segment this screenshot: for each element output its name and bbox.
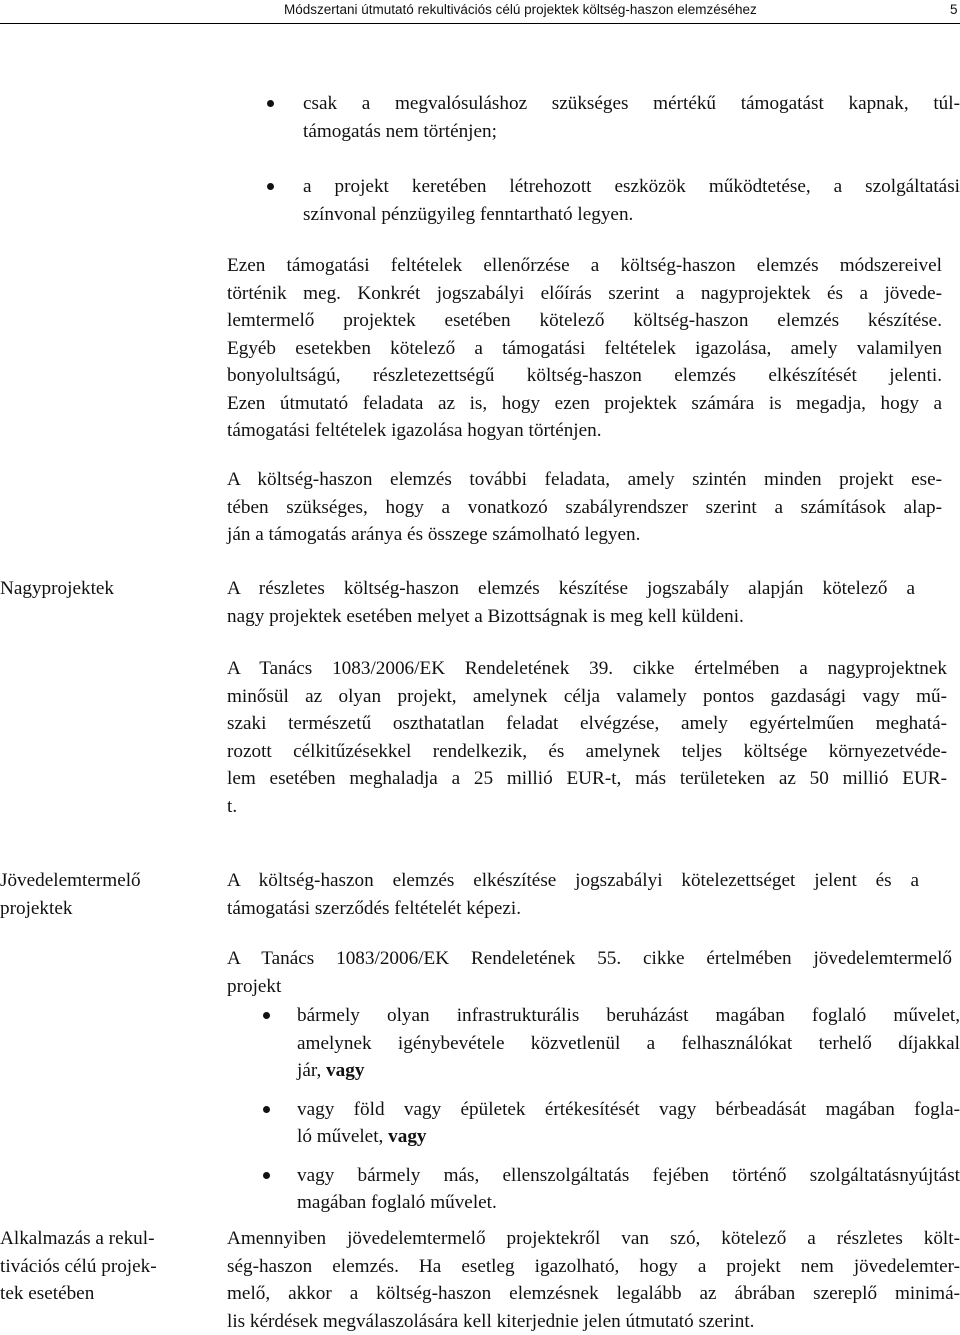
text-line: Amennyiben jövedelemtermelő projektekről van szó, kötelező a részletes költ-: [227, 1228, 960, 1249]
text-line: A költség-haszon elemzés további feladata, amely szintén minden projekt ese-: [227, 469, 942, 490]
text-line: minősül az olyan projekt, amelynek célja valamely pontos gazdasági vagy mű-: [227, 685, 947, 707]
text-line: melő, akkor a költség-haszon elemzésnek legalább az ábrában szereplő minimá-: [227, 1283, 960, 1304]
text-line: tében szükséges, hogy a vonatkozó szabályrendszer szerint a számítások alap-: [227, 496, 942, 518]
bullet-line: támogatás nem történjen;: [303, 120, 497, 142]
text-line: támogatási feltételek igazolása hogyan történjen.: [227, 420, 602, 441]
paragraph: [227, 575, 915, 630]
text-line: nagy projektek esetében melyet a Bizottságnak is meg kell küldeni.: [227, 605, 744, 627]
bullet-line: színvonal pénzügyileg fenntartható legyen.: [303, 203, 634, 225]
bullet-line: magában foglaló művelet.: [297, 1192, 497, 1213]
section-label-jovedelemtermelo: [0, 867, 210, 922]
text-line: történik meg. Konkrét jogszabályi előírás szerint a nagyprojektek és a jövede-: [227, 282, 942, 304]
section-label-nagyprojektek: [0, 575, 210, 603]
bold-text: vagy: [326, 1060, 365, 1081]
side-label-line: tivációs célú projek-: [0, 1255, 157, 1277]
side-label-line: Nagyprojektek: [0, 578, 115, 599]
side-label-line: Jövedelemtermelő: [0, 870, 141, 891]
paragraph: [227, 655, 947, 820]
text-line: A Tanács 1083/2006/EK Rendeletének 55. cikke értelmében jövedelemtermelő: [227, 948, 952, 969]
bullet-line: [297, 1123, 960, 1151]
page-header: [0, 0, 960, 24]
side-label-line: projektek: [0, 897, 73, 919]
bullet-icon: [267, 183, 274, 190]
text-line: A költség-haszon elemzés elkészítése jogszabályi kötelezettséget jelent és a: [227, 870, 919, 891]
bullet-line: bármely olyan infrastrukturális beruházást magában foglaló művelet,: [297, 1005, 960, 1026]
text-line: ján a támogatás aránya és összege számolható legyen.: [227, 524, 641, 545]
text-line: szaki természetű oszthatatlan feladat elvégzése, amely egyértelműen meghatá-: [227, 713, 947, 734]
bullet-text: ló művelet,: [297, 1126, 389, 1147]
section-label-alkalmazas: [0, 1225, 210, 1308]
list-item: [227, 1096, 960, 1151]
text-line: lem esetében meghaladja a 25 millió EUR-t, más területeken az 50 millió EUR-: [227, 768, 947, 789]
bullet-line: csak a megvalósuláshoz szükséges mértékű támogatást kapnak, túl-: [303, 93, 960, 114]
paragraph: [227, 945, 952, 1000]
text-line: lis kérdések megválaszolására kell kiterjednie jelen útmutató szerint.: [227, 1310, 755, 1332]
text-line: rozott célkitűzésekkel rendelkezik, és amelynek teljes költsége környezetvéde-: [227, 740, 947, 762]
text-line: támogatási szerződés feltételét képezi.: [227, 897, 522, 919]
jov-bullet-list: [227, 1002, 960, 1217]
bullet-icon: [263, 1106, 270, 1113]
text-line: lemtermelő projektek esetében kötelező költség-haszon elemzés készítése.: [227, 310, 942, 331]
paragraph: [227, 252, 942, 445]
text-line: Ezen útmutató feladata az is, hogy ezen projektek számára is megadja, hogy a: [227, 392, 942, 414]
bullet-icon: [263, 1172, 270, 1179]
text-line: Ezen támogatási feltételek ellenőrzése a költség-haszon elemzés módszereivel: [227, 255, 942, 276]
list-item: [227, 1162, 960, 1217]
list-item: [227, 90, 960, 145]
header-title: Módszertani útmutató rekultivációs célú projektek költség-haszon elemzéséhez: [284, 2, 757, 17]
paragraph: [227, 867, 919, 922]
bullet-icon: [267, 100, 274, 107]
bullet-line: vagy bármely más, ellenszolgáltatás fejében történő szolgáltatásnyújtást: [297, 1164, 960, 1186]
text-line: projekt: [227, 975, 282, 997]
paragraph: [227, 1225, 960, 1335]
bullet-text: jár,: [297, 1060, 327, 1081]
bullet-line: amelynek igénybevétele közvetlenül a felhasználókat terhelő díjakkal: [297, 1032, 960, 1054]
intro-bullet-list: [227, 90, 960, 228]
text-line: ség-haszon elemzés. Ha esetleg igazolható, hogy a projekt nem jövedelemter-: [227, 1255, 960, 1277]
bullet-icon: [263, 1012, 270, 1019]
side-label-line: tek esetében: [0, 1283, 95, 1304]
page-number: 5: [950, 2, 958, 17]
text-line: A részletes költség-haszon elemzés készítése jogszabály alapján kötelező a: [227, 578, 915, 599]
bullet-line: [297, 1057, 960, 1085]
text-line: Egyéb esetekben kötelező a támogatási feltételek igazolása, amely valamilyen: [227, 337, 942, 359]
list-item: [227, 1002, 960, 1085]
list-item: [227, 173, 960, 228]
bullet-line: vagy föld vagy épületek értékesítését vagy bérbeadását magában fogla-: [297, 1098, 960, 1120]
paragraph: [227, 466, 942, 549]
bold-text: vagy: [388, 1126, 427, 1147]
text-line: A Tanács 1083/2006/EK Rendeletének 39. cikke értelmében a nagyprojektnek: [227, 658, 947, 679]
text-line: bonyolultságú, részletezettségű költség-haszon elemzés elkészítését jelenti.: [227, 365, 942, 386]
bullet-line: a projekt keretében létrehozott eszközök működtetése, a szolgáltatási: [303, 176, 960, 197]
text-line: t.: [227, 795, 238, 817]
side-label-line: Alkalmazás a rekul-: [0, 1228, 155, 1249]
